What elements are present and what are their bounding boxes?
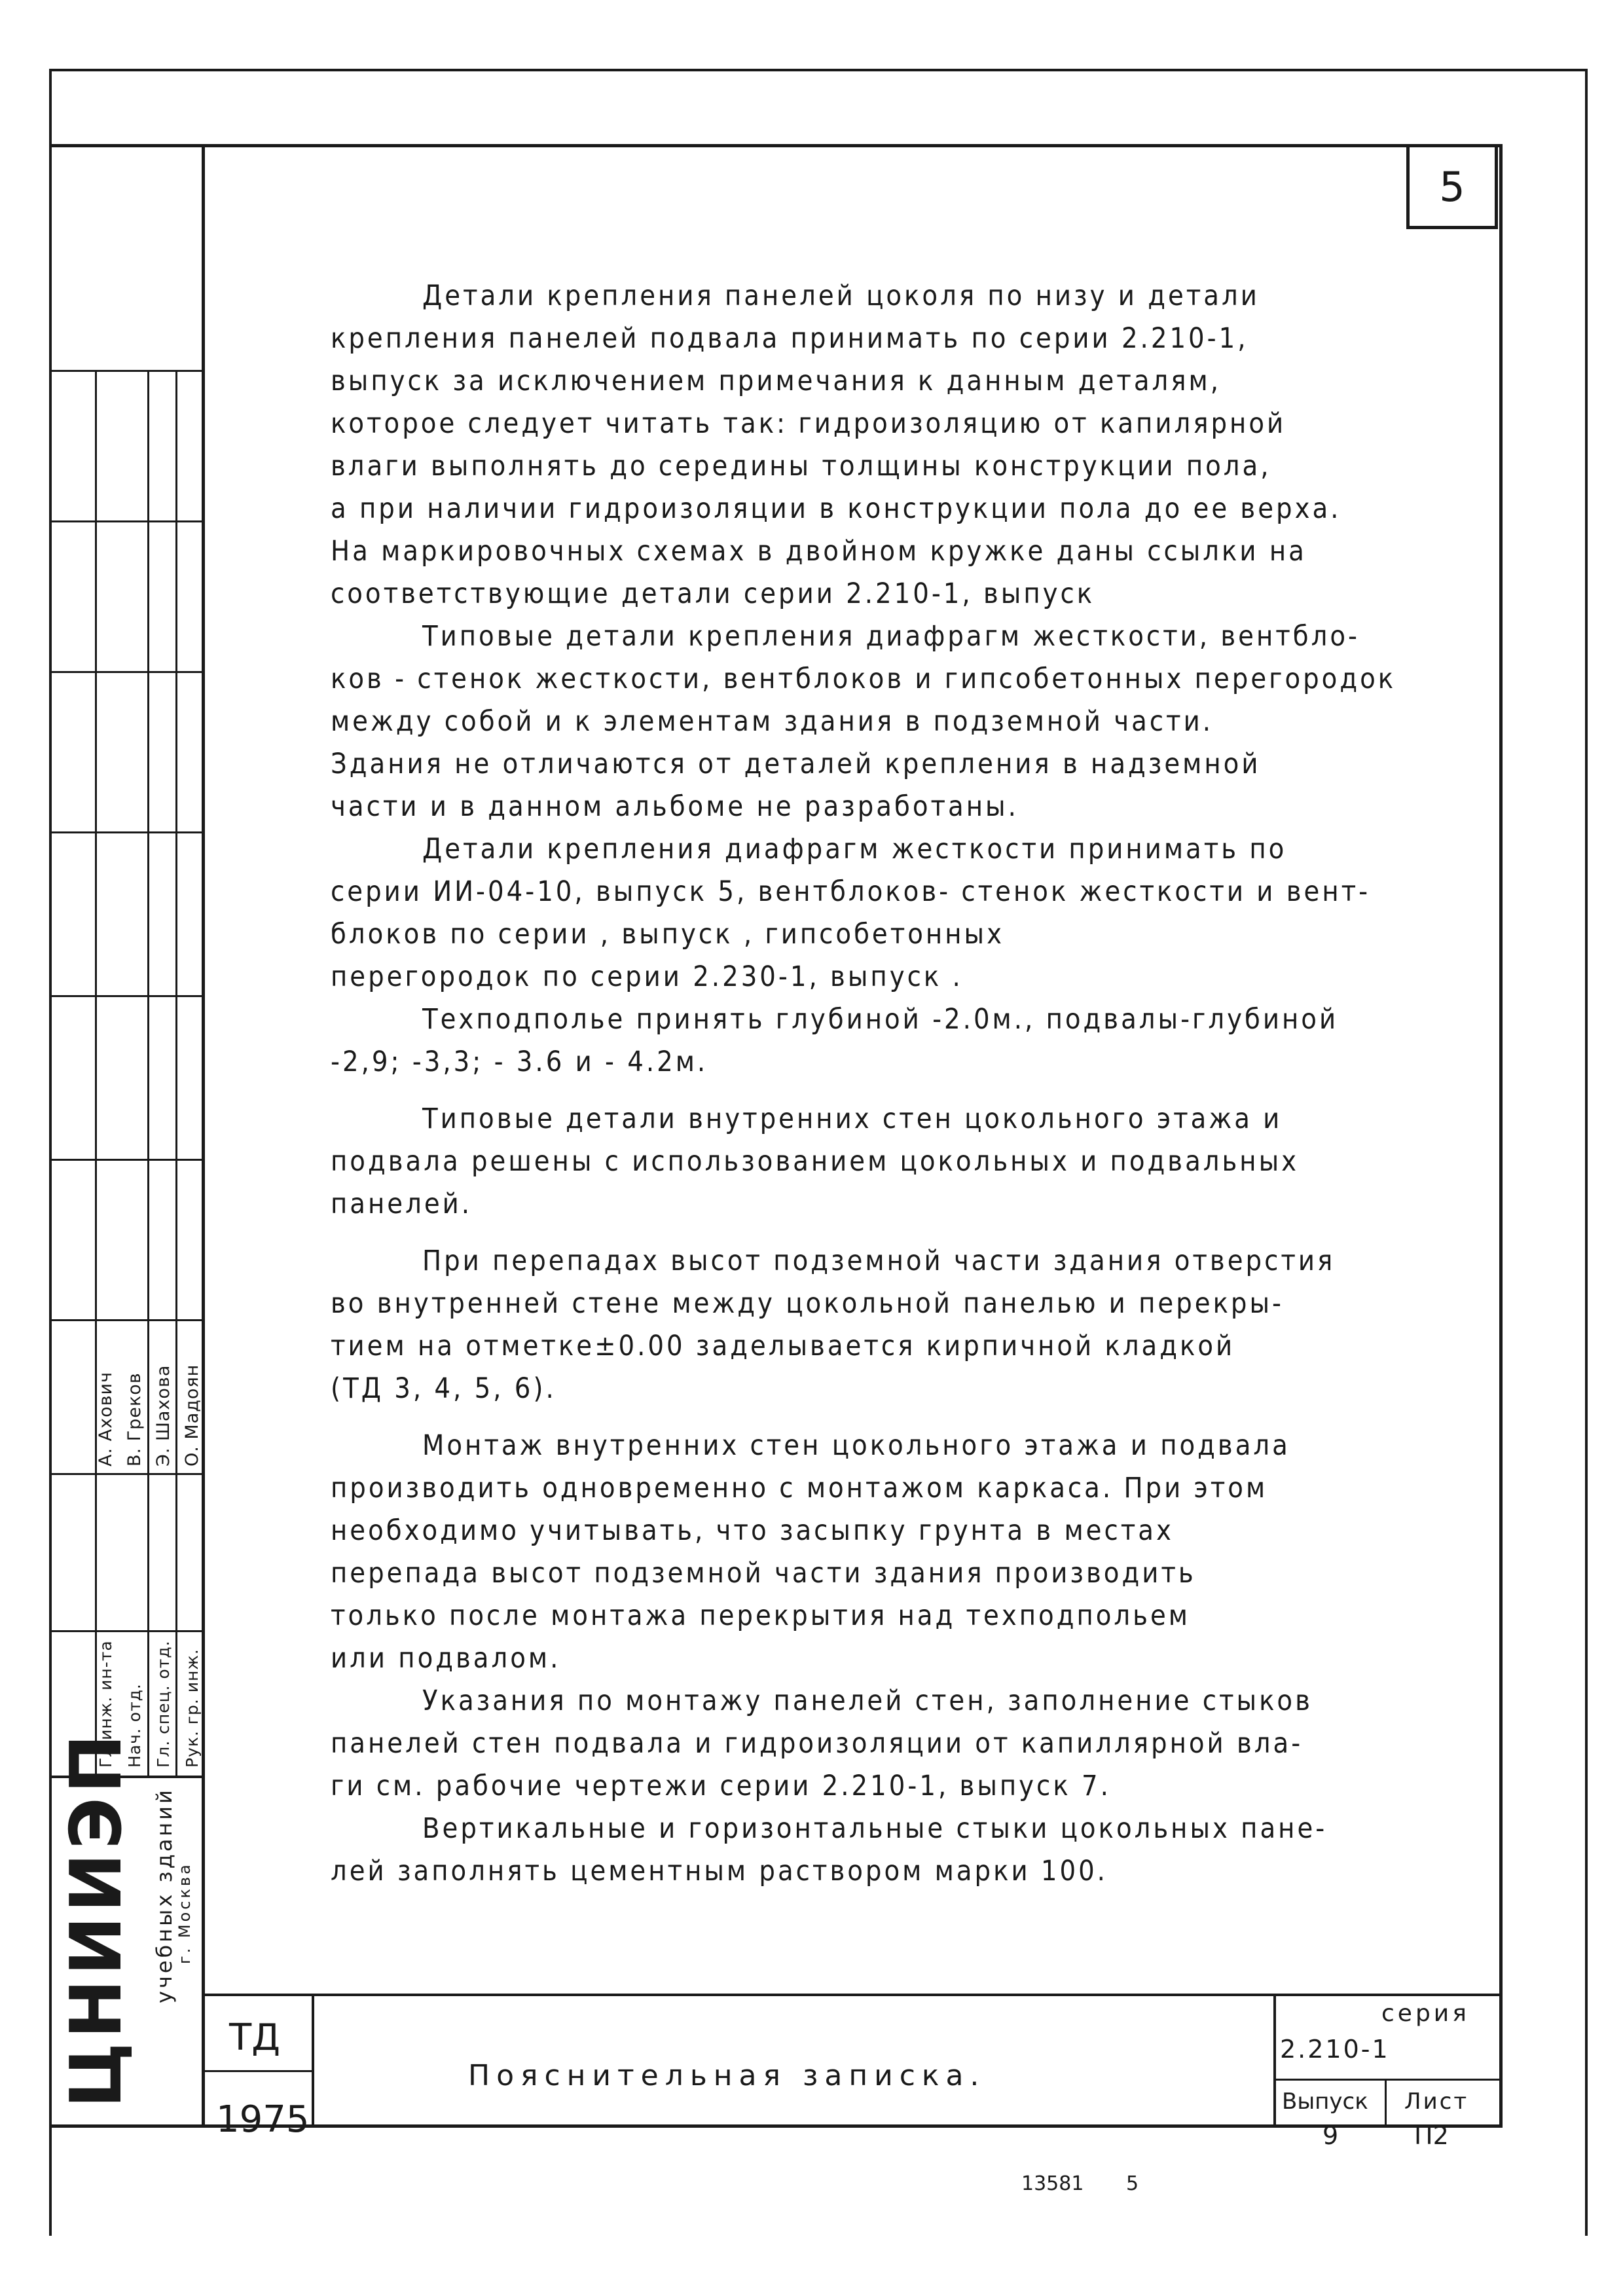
- body-line: производить одновременно с монтажом каркаса. При этом: [331, 1472, 1268, 1504]
- title-block-code-right: [312, 1994, 314, 2128]
- stamp-row-line-7: [49, 1319, 203, 1321]
- body-line: которое следует читать так: гидроизоляцию от капилярной: [331, 407, 1286, 440]
- body-line: Детали крепления панелей цоколя по низу и детали: [422, 280, 1260, 312]
- document-code: ТД: [229, 2016, 280, 2059]
- body-line: лей заполнять цементным раствором марки 100.: [331, 1855, 1108, 1887]
- outer-frame-right: [1585, 69, 1588, 2236]
- body-line: Здания не отличаются от деталей крепления в надземной: [331, 748, 1261, 780]
- stamp-row-line-5: [49, 995, 203, 997]
- body-paragraph: [331, 828, 1457, 998]
- sheet-label: Лист: [1404, 2088, 1469, 2115]
- outer-frame-top: [49, 69, 1588, 71]
- inventory-number: 13581: [1021, 2172, 1084, 2195]
- body-paragraph: [331, 1098, 1457, 1226]
- body-line: только после монтажа перекрытия над техподпольем: [331, 1599, 1190, 1632]
- body-line: выпуск за исключением примечания к данным деталям,: [331, 365, 1221, 397]
- issue-label: Выпуск: [1282, 2088, 1368, 2115]
- body-line: Монтаж внутренних стен цокольного этажа и подвала: [422, 1429, 1290, 1462]
- org-subtitle: учебных зданий: [152, 1787, 177, 2003]
- body-line: во внутренней стене между цокольной панелью и перекры-: [331, 1287, 1285, 1320]
- body-line: а при наличии гидроизоляции в конструкции пола до ее верха.: [331, 492, 1341, 525]
- body-line: ков - стенок жесткости, вентблоков и гипсобетонных перегородок: [331, 663, 1396, 695]
- title-block-issue-divider: [1385, 2079, 1387, 2128]
- stamp-role: Нач. отд.: [125, 1683, 144, 1768]
- stamp-row-line-4: [49, 831, 203, 833]
- body-line: тием на отметке±0.00 заделывается кирпичной кладкой: [331, 1330, 1235, 1362]
- stamp-name: Э. Шахова: [153, 1364, 173, 1467]
- stamp-name: В. Греков: [124, 1372, 145, 1467]
- body-line: Техподполье принять глубиной -2.0м., подвалы-глубиной: [422, 1003, 1339, 1036]
- body-line: Вертикальные и горизонтальные стыки цокольных пане-: [422, 1812, 1328, 1845]
- org-logo: ЦНИИЭП: [56, 1730, 137, 2108]
- stamp-role: Гл. спец. отд.: [154, 1640, 173, 1768]
- body-paragraph: [331, 615, 1457, 828]
- body-line: Указания по монтажу панелей стен, заполнение стыков: [422, 1685, 1313, 1717]
- body-paragraph: [331, 275, 1457, 615]
- series-value: 2.210-1: [1280, 2035, 1390, 2064]
- stamp-name: О. Мадоян: [182, 1364, 202, 1467]
- stamp-role: Гл.инж. ин-та: [96, 1640, 115, 1768]
- title-block-series-left: [1273, 1994, 1276, 2128]
- body-line: панелей.: [331, 1188, 473, 1220]
- footer-page: 5: [1125, 2172, 1139, 2195]
- page-number-box: [1406, 144, 1498, 229]
- inner-frame-left: [202, 144, 205, 2128]
- series-label: серия: [1381, 2000, 1470, 2027]
- body-line: Типовые детали крепления диафрагм жесткости, вентбло-: [422, 620, 1360, 653]
- body-line: Типовые детали внутренних стен цокольного этажа и: [422, 1102, 1283, 1135]
- body-paragraph: [331, 1425, 1457, 1680]
- body-line: или подвалом.: [331, 1642, 561, 1675]
- stamp-names: [92, 1364, 207, 1467]
- body-line: На маркировочных схемах в двойном кружке даны ссылки на: [331, 535, 1307, 568]
- body-line: подвала решены с использованием цокольных и подвальных: [331, 1145, 1300, 1178]
- body-paragraph: [331, 1240, 1457, 1410]
- body-line: Детали крепления диафрагм жесткости принимать по: [422, 833, 1287, 866]
- body-line: соответствующие детали серии 2.210-1, выпуск: [331, 577, 1095, 610]
- body-line: перегородок по серии 2.230-1, выпуск .: [331, 960, 963, 993]
- body-line: панелей стен подвала и гидроизоляции от капиллярной вла-: [331, 1727, 1304, 1760]
- body-line: -2,9; -3,3; - 3.6 и - 4.2м.: [331, 1046, 708, 1078]
- stamp-role: Рук. гр. инж.: [183, 1649, 202, 1768]
- title-block-code-divider: [202, 2070, 313, 2072]
- stamp-row-line-2: [49, 520, 203, 522]
- stamp-divider-2: [147, 370, 149, 1777]
- body-line: блоков по серии , выпуск , гипсобетонных: [331, 918, 1004, 951]
- document-title: Пояснительная записка.: [468, 2059, 986, 2092]
- body-paragraph: [331, 1808, 1457, 1893]
- body-line: (ТД 3, 4, 5, 6).: [331, 1372, 556, 1405]
- stamp-row-line-6: [49, 1159, 203, 1161]
- body-paragraph: [331, 1680, 1457, 1808]
- body-line: между собой и к элементам здания в подземной части.: [331, 705, 1213, 738]
- title-block-series-divider: [1273, 2079, 1501, 2081]
- inner-frame-right: [1499, 144, 1503, 2128]
- body-line: крепления панелей подвала принимать по серии 2.210-1,: [331, 322, 1249, 355]
- body-line: перепада высот подземной части здания производить: [331, 1557, 1196, 1590]
- body-line: серии ИИ-04-10, выпуск 5, вентблоков- стенок жесткости и вент-: [331, 875, 1371, 908]
- document-year: 1975: [216, 2098, 310, 2141]
- stamp-row-line-1: [49, 370, 203, 372]
- body-line: влаги выполнять до середины толщины конструкции пола,: [331, 450, 1271, 483]
- body-paragraph: [331, 998, 1457, 1084]
- title-block-top: [202, 1994, 1501, 1996]
- body-line: При перепадах высот подземной части здания отверстия: [422, 1245, 1336, 1277]
- stamp-divider-3: [175, 370, 177, 1777]
- page-number: 5: [1439, 162, 1465, 211]
- stamp-divider-1: [95, 370, 97, 1777]
- main-text: [331, 275, 1457, 1893]
- outer-frame-left: [49, 69, 52, 2236]
- stamp-row-line-3: [49, 671, 203, 673]
- body-line: части и в данном альбоме не разработаны.: [331, 790, 1019, 823]
- issue-value: 9: [1322, 2121, 1339, 2150]
- stamp-row-line-8: [49, 1473, 203, 1475]
- stamp-name: А. Ахович: [96, 1371, 116, 1467]
- body-line: необходимо учитывать, что засыпку грунта в местах: [331, 1514, 1174, 1547]
- footer-stamp: [1021, 2172, 1139, 2195]
- inner-frame-top: [49, 144, 1503, 147]
- body-line: ги см. рабочие чертежи серии 2.210-1, выпуск 7.: [331, 1770, 1111, 1802]
- sheet-value: П2: [1414, 2121, 1449, 2150]
- org-city: г. Москва: [175, 1862, 194, 1964]
- stamp-row-line-9: [49, 1630, 203, 1632]
